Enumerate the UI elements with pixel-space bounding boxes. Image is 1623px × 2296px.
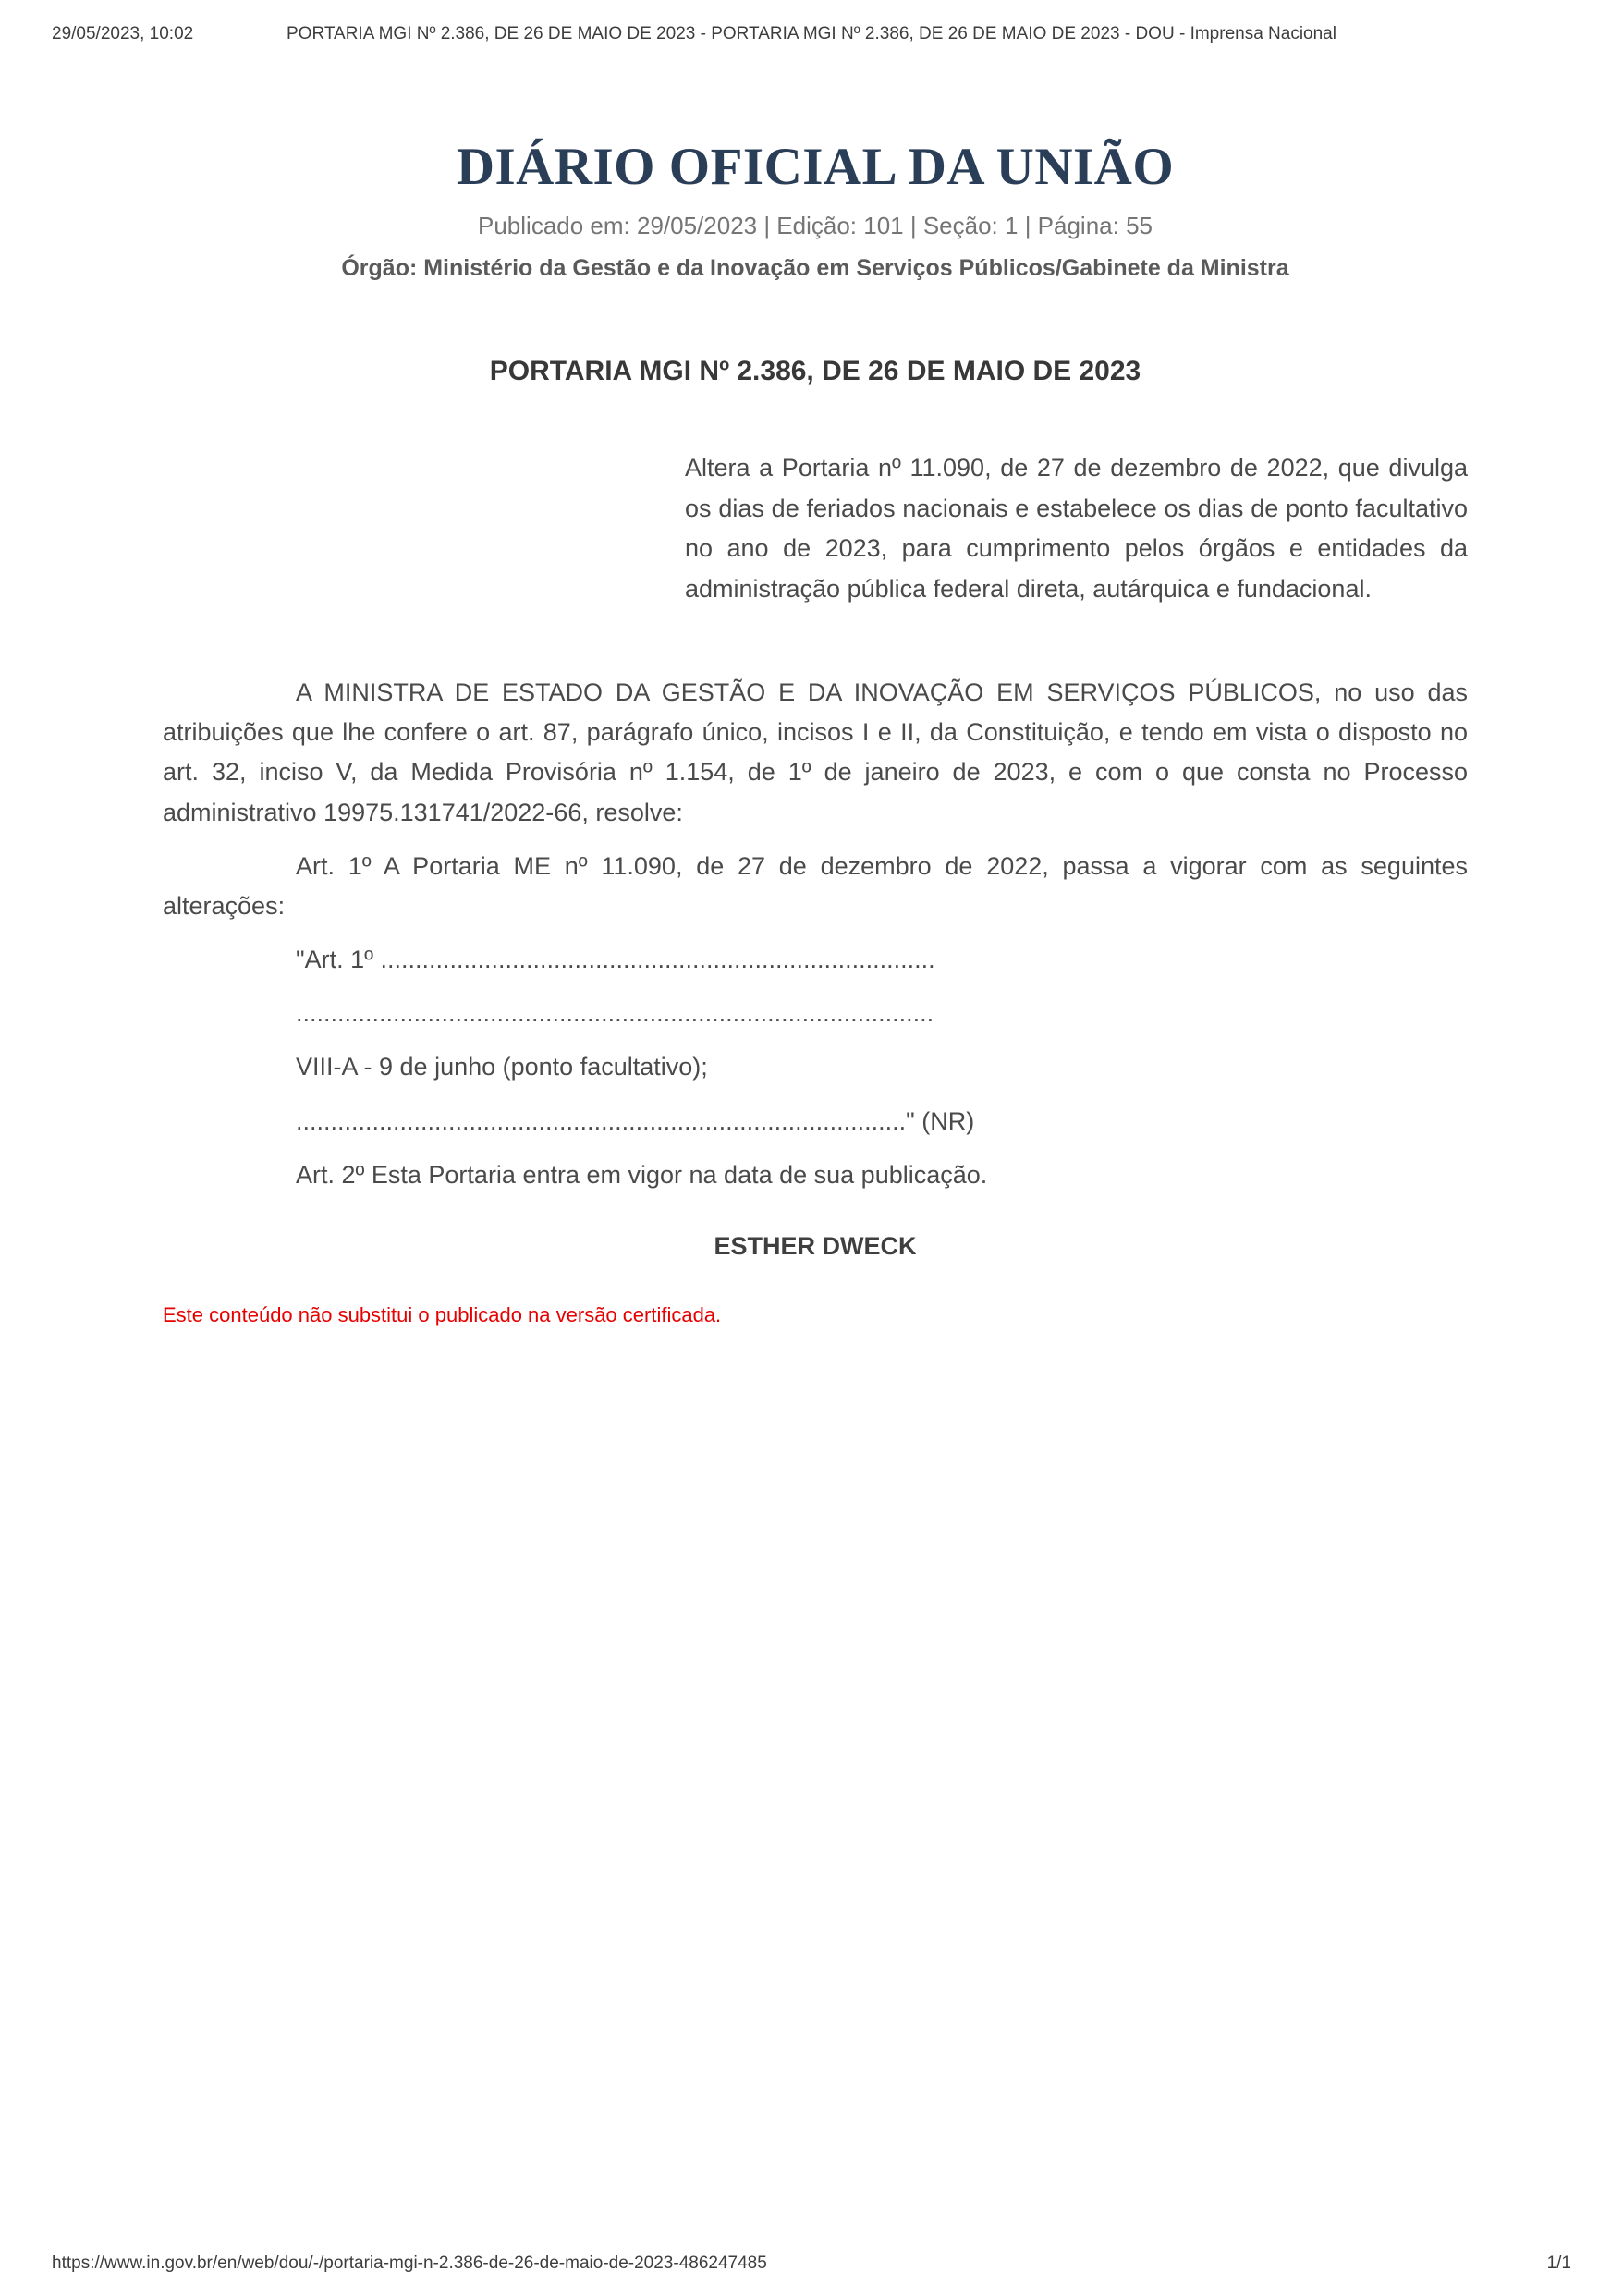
organ-info: Órgão: Ministério da Gestão e da Inovação em Serviços Públicos/Gabinete da Ministra bbox=[341, 255, 1289, 281]
certification-disclaimer: Este conteúdo não substitui o publicado na versão certificada. bbox=[163, 1303, 722, 1326]
article-paragraph: "Art. 1º ................................................................................ bbox=[296, 946, 935, 974]
article-paragraph: Art. 2º Esta Portaria entra em vigor na data de sua publicação. bbox=[296, 1160, 988, 1189]
masthead-title: DIÁRIO OFICIAL DA UNIÃO bbox=[456, 138, 1175, 196]
article-paragraph: A MINISTRA DE ESTADO DA GESTÃO E DA INOVAÇÃO EM SERVIÇOS PÚBLICOS, no uso das atribuições que lhe confere o art. 87, parágrafo único, incisos I e II, da Constituição, e tendo em vista o disposto no art. 32, inciso V, da Medida Provisória nº 1.154, de 1º de janeiro de 2023, e com o que consta no Processo administrativo 19975.131741/2022-66, resolve: bbox=[163, 678, 1468, 826]
article-paragraph: Art. 1º A Portaria ME nº 11.090, de 27 de dezembro de 2022, passa a vigorar com as seguintes alterações: bbox=[163, 851, 1468, 920]
publication-info: Publicado em: 29/05/2023 | Edição: 101 | Seção: 1 | Página: 55 bbox=[478, 212, 1153, 239]
print-footer-url: https://www.in.gov.br/en/web/dou/-/portaria-mgi-n-2.386-de-26-de-maio-de-2023-486247485 bbox=[52, 2253, 767, 2273]
article-body bbox=[163, 673, 1468, 1195]
article-paragraph: VIII-A - 9 de junho (ponto facultativo); bbox=[296, 1053, 708, 1081]
print-footer bbox=[52, 2253, 1571, 2274]
print-header bbox=[0, 24, 1623, 44]
signature: ESTHER DWECK bbox=[714, 1232, 917, 1260]
article-paragraph: ............................................................................................ bbox=[296, 999, 934, 1028]
article-paragraph: ........................................................................................" (NR) bbox=[296, 1106, 975, 1135]
print-header-datetime: 29/05/2023, 10:02 bbox=[52, 24, 194, 43]
article-summary: Altera a Portaria nº 11.090, de 27 de dezembro de 2022, que divulga os dias de feriados nacionais e estabelece os dias de ponto facultativo no ano de 2023, para cumprimento pelos órgãos e entidades da administração pública federal direta, autárquica e fundacional. bbox=[685, 454, 1468, 604]
article-heading: PORTARIA MGI Nº 2.386, DE 26 DE MAIO DE 2023 bbox=[489, 356, 1141, 386]
print-footer-page: 1/1 bbox=[1546, 2253, 1571, 2273]
print-header-title: PORTARIA MGI Nº 2.386, DE 26 DE MAIO DE 2023 - PORTARIA MGI Nº 2.386, DE 26 DE MAIO DE 2023 - DOU - Imprensa Nacional bbox=[287, 24, 1336, 43]
